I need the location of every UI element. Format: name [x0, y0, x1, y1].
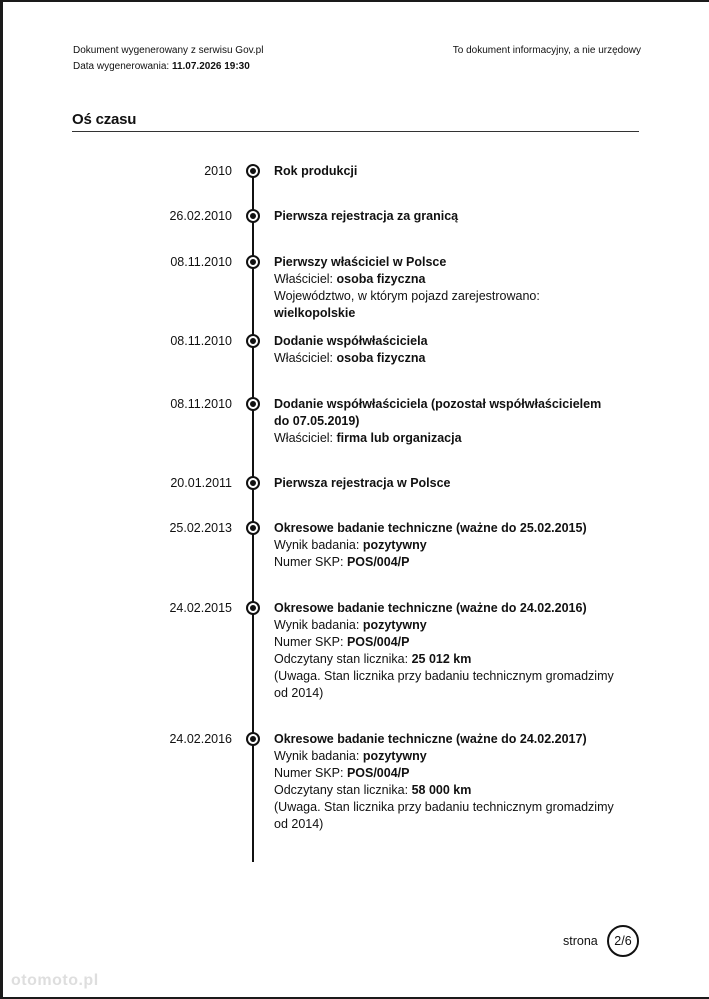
event-details [274, 396, 619, 447]
watermark-logo: otomoto.pl [11, 972, 99, 989]
header-date-value: 11.07.2026 19:30 [171, 61, 250, 72]
event-detail-line [274, 537, 619, 554]
detail-value: POS/004/P [346, 766, 410, 780]
detail-value: pozytywny [362, 538, 427, 552]
timeline-marker-icon [246, 732, 260, 746]
event-detail-line [274, 617, 619, 634]
event-details [274, 254, 619, 322]
document-page [3, 2, 709, 997]
event-details [274, 208, 619, 225]
event-date: 08.11.2010 [170, 397, 232, 411]
event-detail-line [274, 782, 619, 799]
event-date: 24.02.2016 [169, 732, 232, 746]
event-date: 2010 [204, 164, 232, 178]
detail-label: Odczytany stan licznika: [274, 783, 412, 797]
event-detail-line [274, 288, 619, 322]
timeline-marker-icon [246, 521, 260, 535]
event-details [274, 163, 619, 180]
timeline-marker-icon [246, 476, 260, 490]
detail-label: Numer SKP: [274, 766, 347, 780]
event-title: Okresowe badanie techniczne (ważne do 24.02.2017) [274, 732, 587, 746]
event-date: 08.11.2010 [170, 255, 232, 269]
event-details [274, 600, 619, 702]
header-source-text: Dokument wygenerowany z serwisu Gov.pl [73, 45, 264, 56]
detail-value: osoba fizyczna [336, 351, 426, 365]
event-detail-line [274, 651, 619, 668]
event-title: Dodanie współwłaściciela [274, 334, 428, 348]
detail-label: (Uwaga. Stan licznika przy badaniu technicznym gromadzimy od 2014) [274, 669, 614, 700]
header-source-info [73, 43, 263, 75]
event-title: Dodanie współwłaściciela (pozostał współwłaścicielem do 07.05.2019) [274, 397, 602, 428]
page-number-badge: 2/6 [607, 925, 639, 957]
event-title: Okresowe badanie techniczne (ważne do 25.02.2015) [274, 521, 587, 535]
detail-label: (Uwaga. Stan licznika przy badaniu technicznym gromadzimy od 2014) [274, 800, 614, 831]
event-detail-line [274, 430, 619, 447]
detail-value: POS/004/P [346, 635, 410, 649]
header-date-label: Data wygenerowania: [73, 61, 172, 72]
timeline-axis [252, 169, 254, 862]
timeline-marker-icon [246, 209, 260, 223]
detail-label: Wynik badania: [274, 618, 363, 632]
event-detail-line [274, 748, 619, 765]
timeline-marker-icon [246, 255, 260, 269]
detail-value: osoba fizyczna [336, 272, 426, 286]
timeline-marker-icon [246, 164, 260, 178]
detail-value: firma lub organizacja [336, 431, 462, 445]
detail-value: pozytywny [362, 618, 427, 632]
event-date: 08.11.2010 [170, 334, 232, 348]
event-detail-line [274, 554, 619, 571]
event-title: Pierwsza rejestracja za granicą [274, 209, 459, 223]
event-title: Pierwsza rejestracja w Polsce [274, 476, 451, 490]
event-details [274, 475, 619, 492]
detail-value: wielkopolskie [274, 306, 356, 320]
detail-label: Województwo, w którym pojazd zarejestrowano: [274, 289, 540, 303]
timeline-marker-icon [246, 397, 260, 411]
event-title: Rok produkcji [274, 164, 358, 178]
detail-label: Właściciel: [274, 272, 337, 286]
page-label: strona [563, 934, 598, 948]
detail-value: POS/004/P [346, 555, 410, 569]
section-title: Oś czasu [72, 111, 137, 128]
section-divider [72, 131, 639, 132]
detail-label: Numer SKP: [274, 635, 347, 649]
event-detail-line [274, 634, 619, 651]
detail-value: 25 012 km [411, 652, 472, 666]
header-disclaimer: To dokument informacyjny, a nie urzędowy [452, 45, 641, 56]
event-date: 24.02.2015 [169, 601, 232, 615]
event-detail-line [274, 799, 619, 833]
event-detail-line [274, 271, 619, 288]
timeline-marker-icon [246, 601, 260, 615]
detail-label: Numer SKP: [274, 555, 347, 569]
event-details [274, 333, 619, 367]
detail-label: Właściciel: [274, 351, 337, 365]
event-date: 20.01.2011 [170, 476, 232, 490]
event-detail-line [274, 765, 619, 782]
event-title: Pierwszy właściciel w Polsce [274, 255, 447, 269]
event-detail-line [274, 668, 619, 702]
timeline-marker-icon [246, 334, 260, 348]
event-details [274, 520, 619, 571]
detail-value: pozytywny [362, 749, 427, 763]
event-date: 25.02.2013 [169, 521, 232, 535]
detail-label: Właściciel: [274, 431, 337, 445]
header-generated-date [73, 59, 263, 75]
detail-label: Odczytany stan licznika: [274, 652, 412, 666]
event-details [274, 731, 619, 833]
detail-value: 58 000 km [411, 783, 472, 797]
event-date: 26.02.2010 [169, 209, 232, 223]
event-title: Okresowe badanie techniczne (ważne do 24.02.2016) [274, 601, 587, 615]
detail-label: Wynik badania: [274, 538, 363, 552]
event-detail-line [274, 350, 619, 367]
detail-label: Wynik badania: [274, 749, 363, 763]
